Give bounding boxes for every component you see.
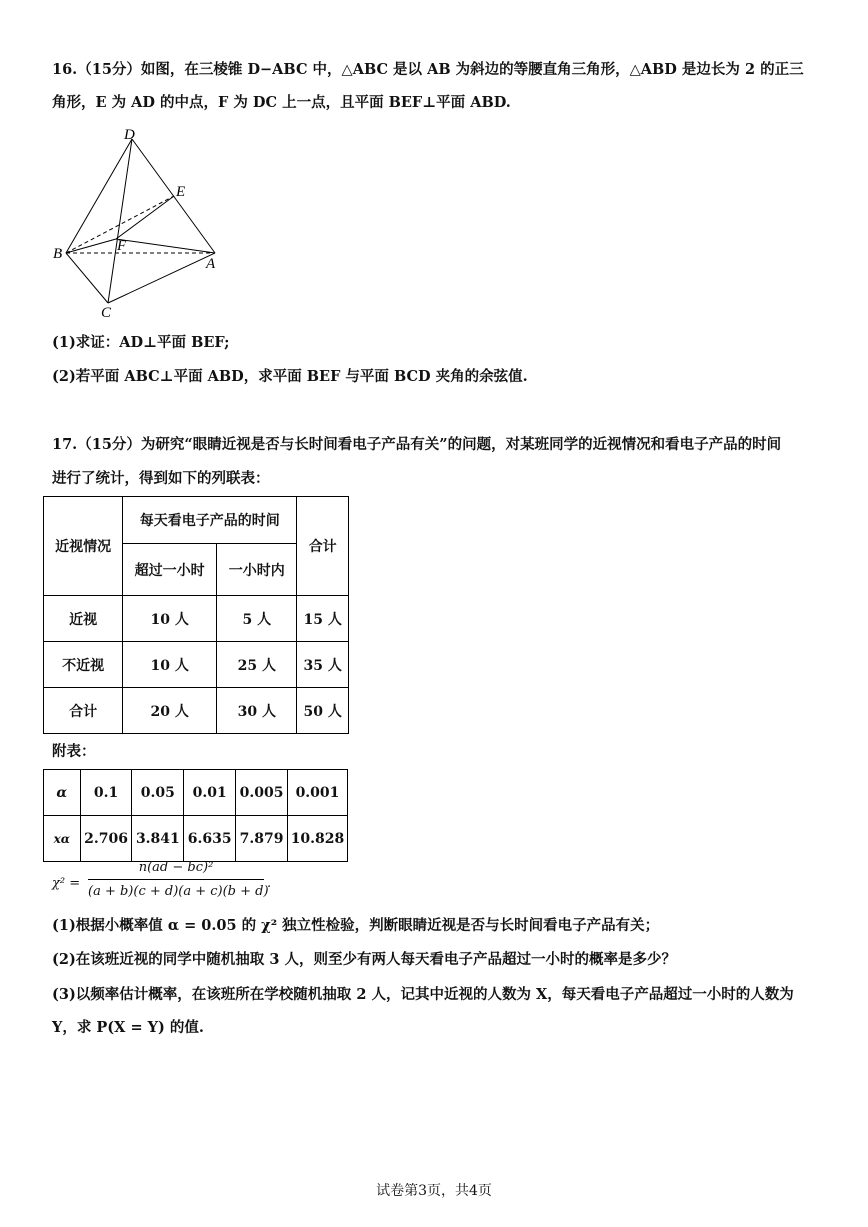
critical-value-table xyxy=(43,769,348,862)
q17-part3-line2: Y，求 P(X = Y) 的值. xyxy=(52,1019,204,1036)
x-alpha-value: 3.841 xyxy=(132,816,184,862)
cell: 5 人 xyxy=(217,596,297,642)
alpha-value: 0.005 xyxy=(236,770,288,816)
edge-BC xyxy=(66,253,108,303)
x-alpha-value: 7.879 xyxy=(236,816,288,862)
q17-part3-line1: (3)以频率估计概率，在该班所在学校随机抽取 2 人，记其中近视的人数为 X，每天看电子产品超过一小时的人数为 xyxy=(52,986,794,1003)
table-row xyxy=(44,688,349,734)
q17-part2: (2)在该班近视的同学中随机抽取 3 人，则至少有两人每天看电子产品超过一小时的概率是多少？ xyxy=(52,951,676,968)
tetrahedron-figure xyxy=(50,125,230,320)
q17-part1: (1)根据小概率值 α = 0.05 的 χ² 独立性检验，判断眼睛近视是否与长时间看电子产品有关； xyxy=(52,917,660,934)
cell: 25 人 xyxy=(217,642,297,688)
formula-numerator: n(ad − bc)² xyxy=(138,860,214,875)
cell: 10 人 xyxy=(123,596,217,642)
q17-line1: 17.（15分）为研究“眼睛近视是否与长时间看电子产品有关”的问题，对某班同学的近视情况和看电子产品的时间 xyxy=(52,436,782,453)
cell: 10 人 xyxy=(123,642,217,688)
table-row xyxy=(44,642,349,688)
alpha-value: 0.001 xyxy=(287,770,347,816)
col-header-within-hour: 一小时内 xyxy=(217,544,297,596)
label-E: E xyxy=(176,184,186,200)
cell: 15 人 xyxy=(297,596,349,642)
label-B: B xyxy=(53,246,63,262)
corner-header: 近视情况 xyxy=(44,497,123,596)
edge-FA xyxy=(116,239,215,253)
x-alpha-value: 2.706 xyxy=(80,816,132,862)
x-alpha-value: 10.828 xyxy=(287,816,347,862)
q16-line2: 角形，E 为 AD 的中点，F 为 DC 上一点，且平面 BEF⊥平面 ABD. xyxy=(52,94,511,111)
row-label: 合计 xyxy=(44,688,123,734)
group-header: 每天看电子产品的时间 xyxy=(123,497,297,544)
q17-line2: 进行了统计，得到如下的列联表： xyxy=(52,470,270,487)
cell: 30 人 xyxy=(217,688,297,734)
col-header-over-hour: 超过一小时 xyxy=(123,544,217,596)
edge-BF xyxy=(66,239,116,253)
q16-line1: 16.（15分）如图，在三棱锥 D−ABC 中，△ABC 是以 AB 为斜边的等腰直角三角形，△ABD 是边长为 2 的正三 xyxy=(52,61,804,78)
table-row xyxy=(44,596,349,642)
x-alpha-label: xα xyxy=(44,816,81,862)
total-header: 合计 xyxy=(297,497,349,596)
label-A: A xyxy=(206,256,216,272)
formula-lhs: χ² = xyxy=(52,876,81,891)
appendix-label: 附表： xyxy=(52,743,96,760)
label-F: F xyxy=(117,238,127,254)
label-C: C xyxy=(101,305,112,320)
formula-denominator: (a + b)(c + d)(a + c)(b + d) xyxy=(88,884,269,899)
edge-DC xyxy=(108,139,132,303)
label-D: D xyxy=(124,127,135,143)
page-footer: 试卷第3页，共4页 xyxy=(376,1183,492,1199)
row-label: 不近视 xyxy=(44,642,123,688)
row-label: 近视 xyxy=(44,596,123,642)
edge-FE xyxy=(116,196,174,239)
q16-part1: (1)求证：AD⊥平面 BEF; xyxy=(52,334,230,351)
contingency-table xyxy=(43,496,349,734)
formula-period: . xyxy=(267,876,272,891)
fraction-bar xyxy=(88,879,264,880)
q16-part2: (2)若平面 ABC⊥平面 ABD，求平面 BEF 与平面 BCD 夹角的余弦值. xyxy=(52,368,528,385)
alpha-label: α xyxy=(44,770,81,816)
alpha-value: 0.01 xyxy=(184,770,236,816)
cell: 35 人 xyxy=(297,642,349,688)
alpha-value: 0.1 xyxy=(80,770,132,816)
edge-CA xyxy=(108,253,215,303)
cell: 20 人 xyxy=(123,688,217,734)
cell: 50 人 xyxy=(297,688,349,734)
x-alpha-value: 6.635 xyxy=(184,816,236,862)
alpha-value: 0.05 xyxy=(132,770,184,816)
